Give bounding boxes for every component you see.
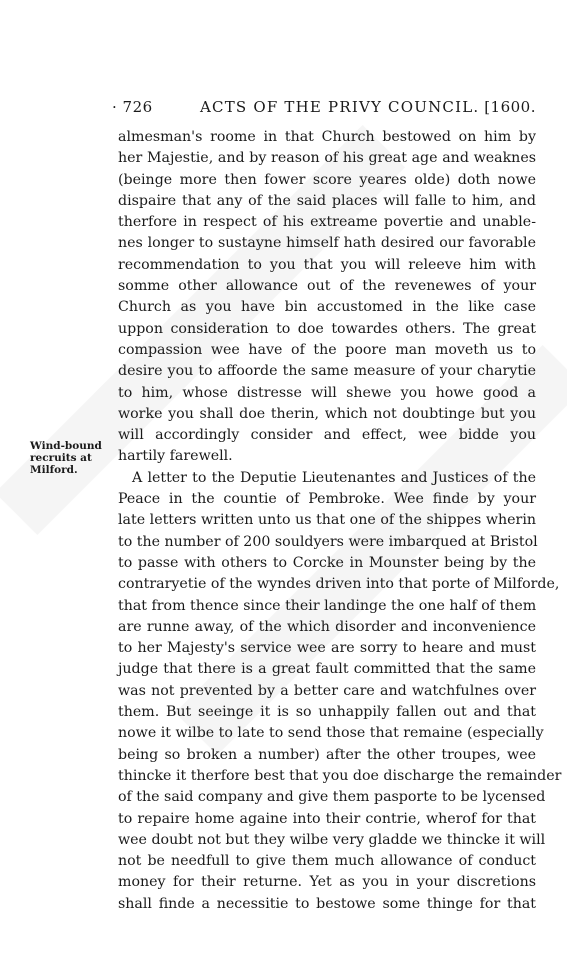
text-line: compassion wee have of the poore man moveth us to xyxy=(118,341,536,358)
margin-note-line: Wind-bound xyxy=(30,440,102,452)
text-line: to the number of 200 souldyers were imbarqued at Bristol xyxy=(118,533,538,550)
text-line: money for their returne. Yet as you in your discretions xyxy=(118,874,536,891)
text-line: A letter to the Deputie Lieutenantes and Justices of the xyxy=(132,469,536,486)
text-line: desire you to affoorde the same measure of your charytie xyxy=(118,363,536,380)
text-line: hartily farewell. xyxy=(118,448,233,465)
text-line: will accordingly consider and effect, wee bidde you xyxy=(118,427,536,444)
body-text xyxy=(118,127,562,915)
text-line: them. But seeinge it is so unhappily fallen out and that xyxy=(118,704,536,721)
header-year: [1600. xyxy=(484,98,536,116)
text-line: somme other allowance out of the revenewes of your xyxy=(118,278,536,295)
text-line: to passe with others to Corcke in Mounster being by the xyxy=(118,554,536,571)
text-line: worke you shall doe therin, which not doubtinge but you xyxy=(118,405,536,422)
running-head-title: ACTS OF THE PRIVY COUNCIL. xyxy=(200,98,480,116)
text-line: wee doubt not but they wilbe very gladde we thincke it will xyxy=(118,831,546,848)
text-line: of the said company and give them pasporte to be lycensed xyxy=(118,789,546,806)
text-line: uppon consideration to doe towardes others. The great xyxy=(118,320,536,337)
text-line: (beinge more then fower score yeares olde) doth nowe xyxy=(118,171,536,188)
text-line: Peace in the countie of Pembroke. Wee finde by your xyxy=(118,491,536,508)
text-line: late letters written unto us that one of the shippes wherin xyxy=(118,512,536,529)
text-line: recommendation to you that you will releeve him with xyxy=(118,256,536,273)
text-line: nowe it wilbe to late to send those that remaine (especially xyxy=(118,725,544,742)
text-line: dispaire that any of the said places will falle to him, and xyxy=(118,192,536,209)
text-line: almesman's roome in that Church bestowed on him by xyxy=(118,129,536,145)
text-line: was not prevented by a better care and watchfulnes over xyxy=(118,682,536,699)
text-line: that from thence since their landinge the one half of them xyxy=(118,597,537,614)
text-line: being so broken a number) after the other troupes, wee xyxy=(118,746,536,763)
text-line: to her Majesty's service wee are sorry to heare and must xyxy=(118,640,536,657)
text-line: contraryetie of the wyndes driven into that porte of Milforde, xyxy=(118,576,560,593)
page-number: · 726 xyxy=(112,98,153,116)
text-line: Church as you have bin accustomed in the like case xyxy=(118,299,536,316)
text-line: nes longer to sustayne himself hath desired our favorable xyxy=(118,235,536,252)
text-line: to repaire home againe into their contrie, wherof for that xyxy=(118,810,536,827)
text-line: therfore in respect of his extreame povertie and unable- xyxy=(118,214,536,231)
text-line: not be needfull to give them much allowance of conduct xyxy=(118,853,536,870)
text-line: shall finde a necessitie to bestowe some thinge for that xyxy=(118,895,536,912)
running-header xyxy=(112,98,536,118)
text-line: to him, whose distresse will shewe you howe good a xyxy=(118,384,536,401)
text-line: judge that there is a great fault committed that the same xyxy=(118,661,536,678)
text-line: are runne away, of the which disorder and inconvenience xyxy=(118,618,536,635)
margin-note xyxy=(30,440,114,477)
margin-note-line: Milford. xyxy=(30,464,78,477)
margin-note-line: recruits at xyxy=(30,452,92,465)
text-line: her Majestie, and by reason of his great age and weaknes xyxy=(118,150,536,167)
text-line: thincke it therfore best that you doe discharge the remainder xyxy=(118,767,562,784)
